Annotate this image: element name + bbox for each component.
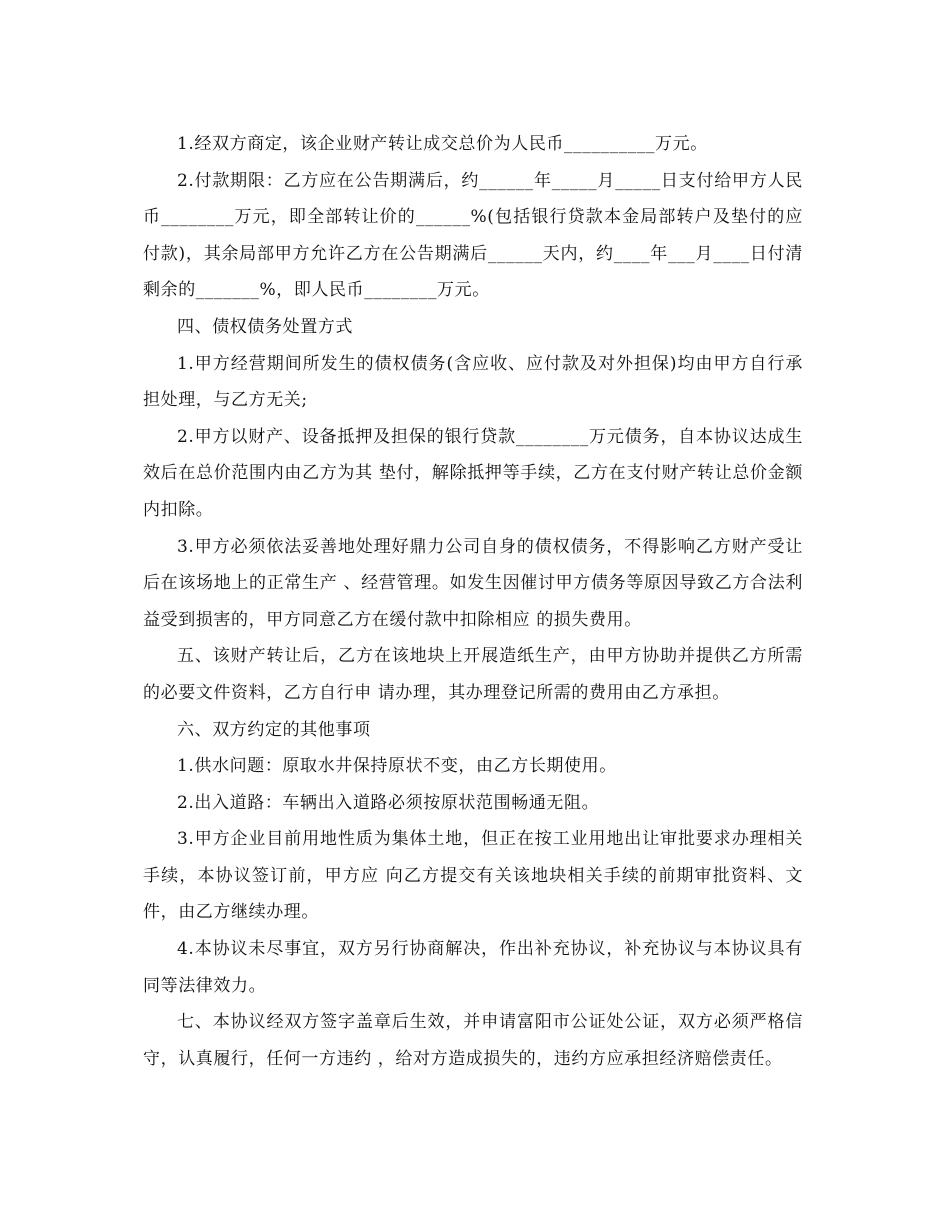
paragraph-land-nature: 3.甲方企业目前用地性质为集体土地，但正在按工业用地出让审批要求办理相关手续，本协议签订前，甲方应 向乙方提交有关该地块相关手续的前期审批资料、文件，由乙方继续办理。 xyxy=(143,829,803,923)
paragraph-section-five: 五、该财产转让后，乙方在该地块上开展造纸生产，由甲方协助并提供乙方所需的必要文件资料，乙方自行申 请办理，其办理登记所需的费用由乙方承担。 xyxy=(143,646,803,703)
paragraph-debt-item-2: 2.甲方以财产、设备抵押及担保的银行贷款________万元债务，自本协议达成生效后在总价范围内由乙方为其 垫付，解除抵押等手续，乙方在支付财产转让总价金额内扣除。 xyxy=(143,426,803,520)
paragraph-access-road: 2.出入道路：车辆出入道路必须按原状范围畅通无阻。 xyxy=(177,792,600,813)
section-heading-debt-handling: 四、债权债务处置方式 xyxy=(177,316,353,337)
paragraph-supplementary: 4.本协议未尽事宜，双方另行协商解决，作出补充协议，补充协议与本协议具有同等法律效力。 xyxy=(143,939,803,996)
paragraph-section-seven: 七、本协议经双方签字盖章后生效，并申请富阳市公证处公证，双方必须严格信守，认真履行，任何一方违约 ，给对方造成损失的，违约方应承担经济赔偿责任。 xyxy=(143,1012,803,1069)
paragraph-debt-item-1: 1.甲方经营期间所发生的债权债务(含应收、应付款及对外担保)均由甲方自行承担处理，与乙方无关; xyxy=(143,353,803,411)
paragraph-total-price: 1.经双方商定，该企业财产转让成交总价为人民币__________万元。 xyxy=(177,134,708,154)
section-heading-other-matters: 六、双方约定的其他事项 xyxy=(177,719,371,740)
paragraph-debt-item-3: 3.甲方必须依法妥善地处理好鼎力公司自身的债权债务，不得影响乙方财产受让后在该场地上的正常生产 、经营管理。如发生因催讨甲方债务等原因导致乙方合法利益受到损害的，甲方同意乙方在缓付款中扣除相应 的损失费用。 xyxy=(143,536,803,630)
document-body xyxy=(143,126,803,1077)
paragraph-payment-terms: 2.付款期限：乙方应在公告期满后，约______年_____月_____日支付给甲方人民币________万元，即全部转让价的______%(包括银行贷款本金局部转户及垫付的应付款)，其余局部甲方允许乙方在公告期满后______天内，约____年___月____日付清剩余的_______%，即人民币________万元。 xyxy=(143,170,803,301)
paragraph-water-supply: 1.供水问题：原取水井保持原状不变，由乙方长期使用。 xyxy=(177,756,617,777)
